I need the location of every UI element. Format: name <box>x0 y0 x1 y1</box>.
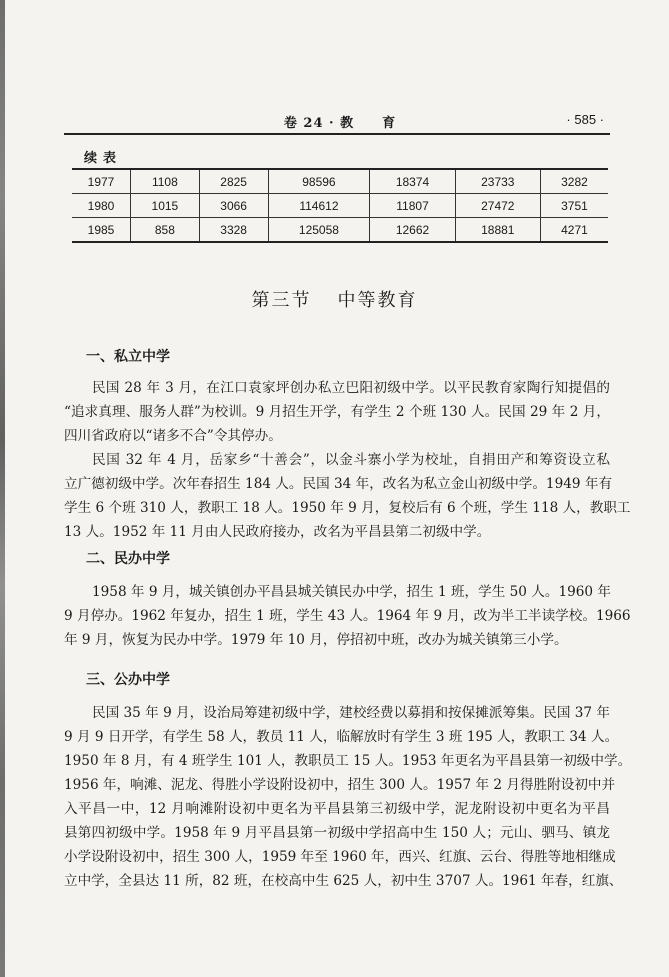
subsection-heading: 三、公办中学 <box>86 672 170 688</box>
text-line: 年 9 月，恢复为民办中学。1979 年 10 月，停招初中班，改办为城关镇第三小学。 <box>64 632 568 648</box>
text-line: 县第四初级中学。1958 年 9 月平昌县第一初级中学招高中生 150 人；元山、驷马、镇龙 <box>64 825 610 841</box>
text-line: 13 人。1952 年 11 月由人民政府接办，改名为平昌县第二初级中学。 <box>64 524 491 540</box>
table-cell: 3751 <box>540 194 608 218</box>
year-cell: 1985 <box>72 218 131 243</box>
subsection-heading: 二、民办中学 <box>86 551 170 567</box>
text-line: 1956 年，响滩、泥龙、得胜小学设附设初中，招生 300 人。1957 年 2 月得胜附设初中并 <box>64 777 616 793</box>
table-cell: 1108 <box>131 169 200 194</box>
table-cell: 18374 <box>370 169 455 194</box>
table-cell: 3328 <box>199 218 268 243</box>
table-cell: 114612 <box>268 194 370 218</box>
table-cell: 1015 <box>131 194 200 218</box>
section-title <box>0 286 669 312</box>
table-cell: 18881 <box>455 218 540 243</box>
text-line: 9 月 9 日开学，有学生 58 人，教员 11 人，临解放时有学生 3 班 195 人，教职工 34 人。 <box>64 729 619 745</box>
text-line: 民国 28 年 3 月，在江口袁家坪创办私立巴阳初级中学。以平民教育家陶行知提倡的 <box>92 380 610 396</box>
table-cell: 125058 <box>268 218 370 243</box>
text-line: 民国 32 年 4 月，岳家乡“十善会”，以金斗寨小学为校址，自捐田产和筹资设立私 <box>92 452 610 468</box>
running-header-title: 卷 24 · 教 育 <box>283 116 397 131</box>
table-cell: 3282 <box>540 169 608 194</box>
section-name: 中等教育 <box>337 290 418 311</box>
section-number: 第三节 <box>251 290 312 311</box>
text-line: 小学设附设初中，招生 300 人，1959 年至 1960 年，西兴、红旗、云台、得胜等地相继成 <box>64 849 616 865</box>
text-line: “追求真理、服务人群”为校训。9 月招生开学，有学生 2 个班 130 人。民国 29 年 2 月， <box>64 404 610 420</box>
table-caption: 续表 <box>84 151 123 166</box>
paragraph <box>64 376 610 448</box>
table-cell: 4271 <box>540 218 608 243</box>
table-cell: 3066 <box>199 194 268 218</box>
year-cell: 1977 <box>72 169 131 194</box>
paragraph <box>64 701 632 893</box>
text-line: 学生 6 个班 310 人，教职工 18 人。1950 年 9 月，复校后有 6 个班，学生 118 人，教职工 <box>64 500 631 516</box>
table-cell: 12662 <box>370 218 455 243</box>
text-line: 四川省政府以“诸多不合”令其停办。 <box>64 428 282 444</box>
paragraph <box>64 580 631 652</box>
year-cell: 1980 <box>72 194 131 218</box>
text-line: 1958 年 9 月，城关镇创办平昌县城关镇民办中学，招生 1 班，学生 50 人。1960 年 <box>92 584 611 600</box>
table-cell: 2825 <box>199 169 268 194</box>
table-row <box>72 169 608 194</box>
text-line: 立广德初级中学。次年春招生 184 人。民国 34 年，改名为私立金山初级中学。1949 年有 <box>64 476 613 492</box>
text-line: 民国 35 年 9 月，设治局筹建初级中学，建校经费以募捐和按保摊派筹集。民国 37 年 <box>92 705 610 721</box>
text-line: 1950 年 8 月，有 4 班学生 101 人，教职员工 15 人。1953 年更名为平昌县第一初级中学。 <box>64 753 632 769</box>
paragraph <box>64 448 631 544</box>
text-line: 9 月停办。1962 年复办，招生 1 班，学生 43 人。1964 年 9 月，改为半工半读学校。1966 <box>64 608 631 624</box>
page-number: · 585 · <box>566 112 604 127</box>
text-line: 立中学，全县达 11 所，82 班，在校高中生 625 人，初中生 3707 人。1961 年春，红旗、 <box>64 873 623 889</box>
table-cell: 11807 <box>370 194 455 218</box>
text-line: 入平昌一中，12 月响滩附设初中更名为平昌县第三初级中学，泥龙附设初中更名为平昌 <box>64 801 610 817</box>
table-cell: 98596 <box>268 169 370 194</box>
table-cell: 23733 <box>455 169 540 194</box>
running-header <box>72 112 608 132</box>
scan-edge-artifact <box>0 0 5 977</box>
header-rule <box>64 133 610 135</box>
table-row <box>72 194 608 218</box>
subsection-heading: 一、私立中学 <box>86 349 170 365</box>
table-row <box>72 218 608 243</box>
statistics-table <box>72 168 608 243</box>
table-cell: 858 <box>131 218 200 243</box>
table-cell: 27472 <box>455 194 540 218</box>
